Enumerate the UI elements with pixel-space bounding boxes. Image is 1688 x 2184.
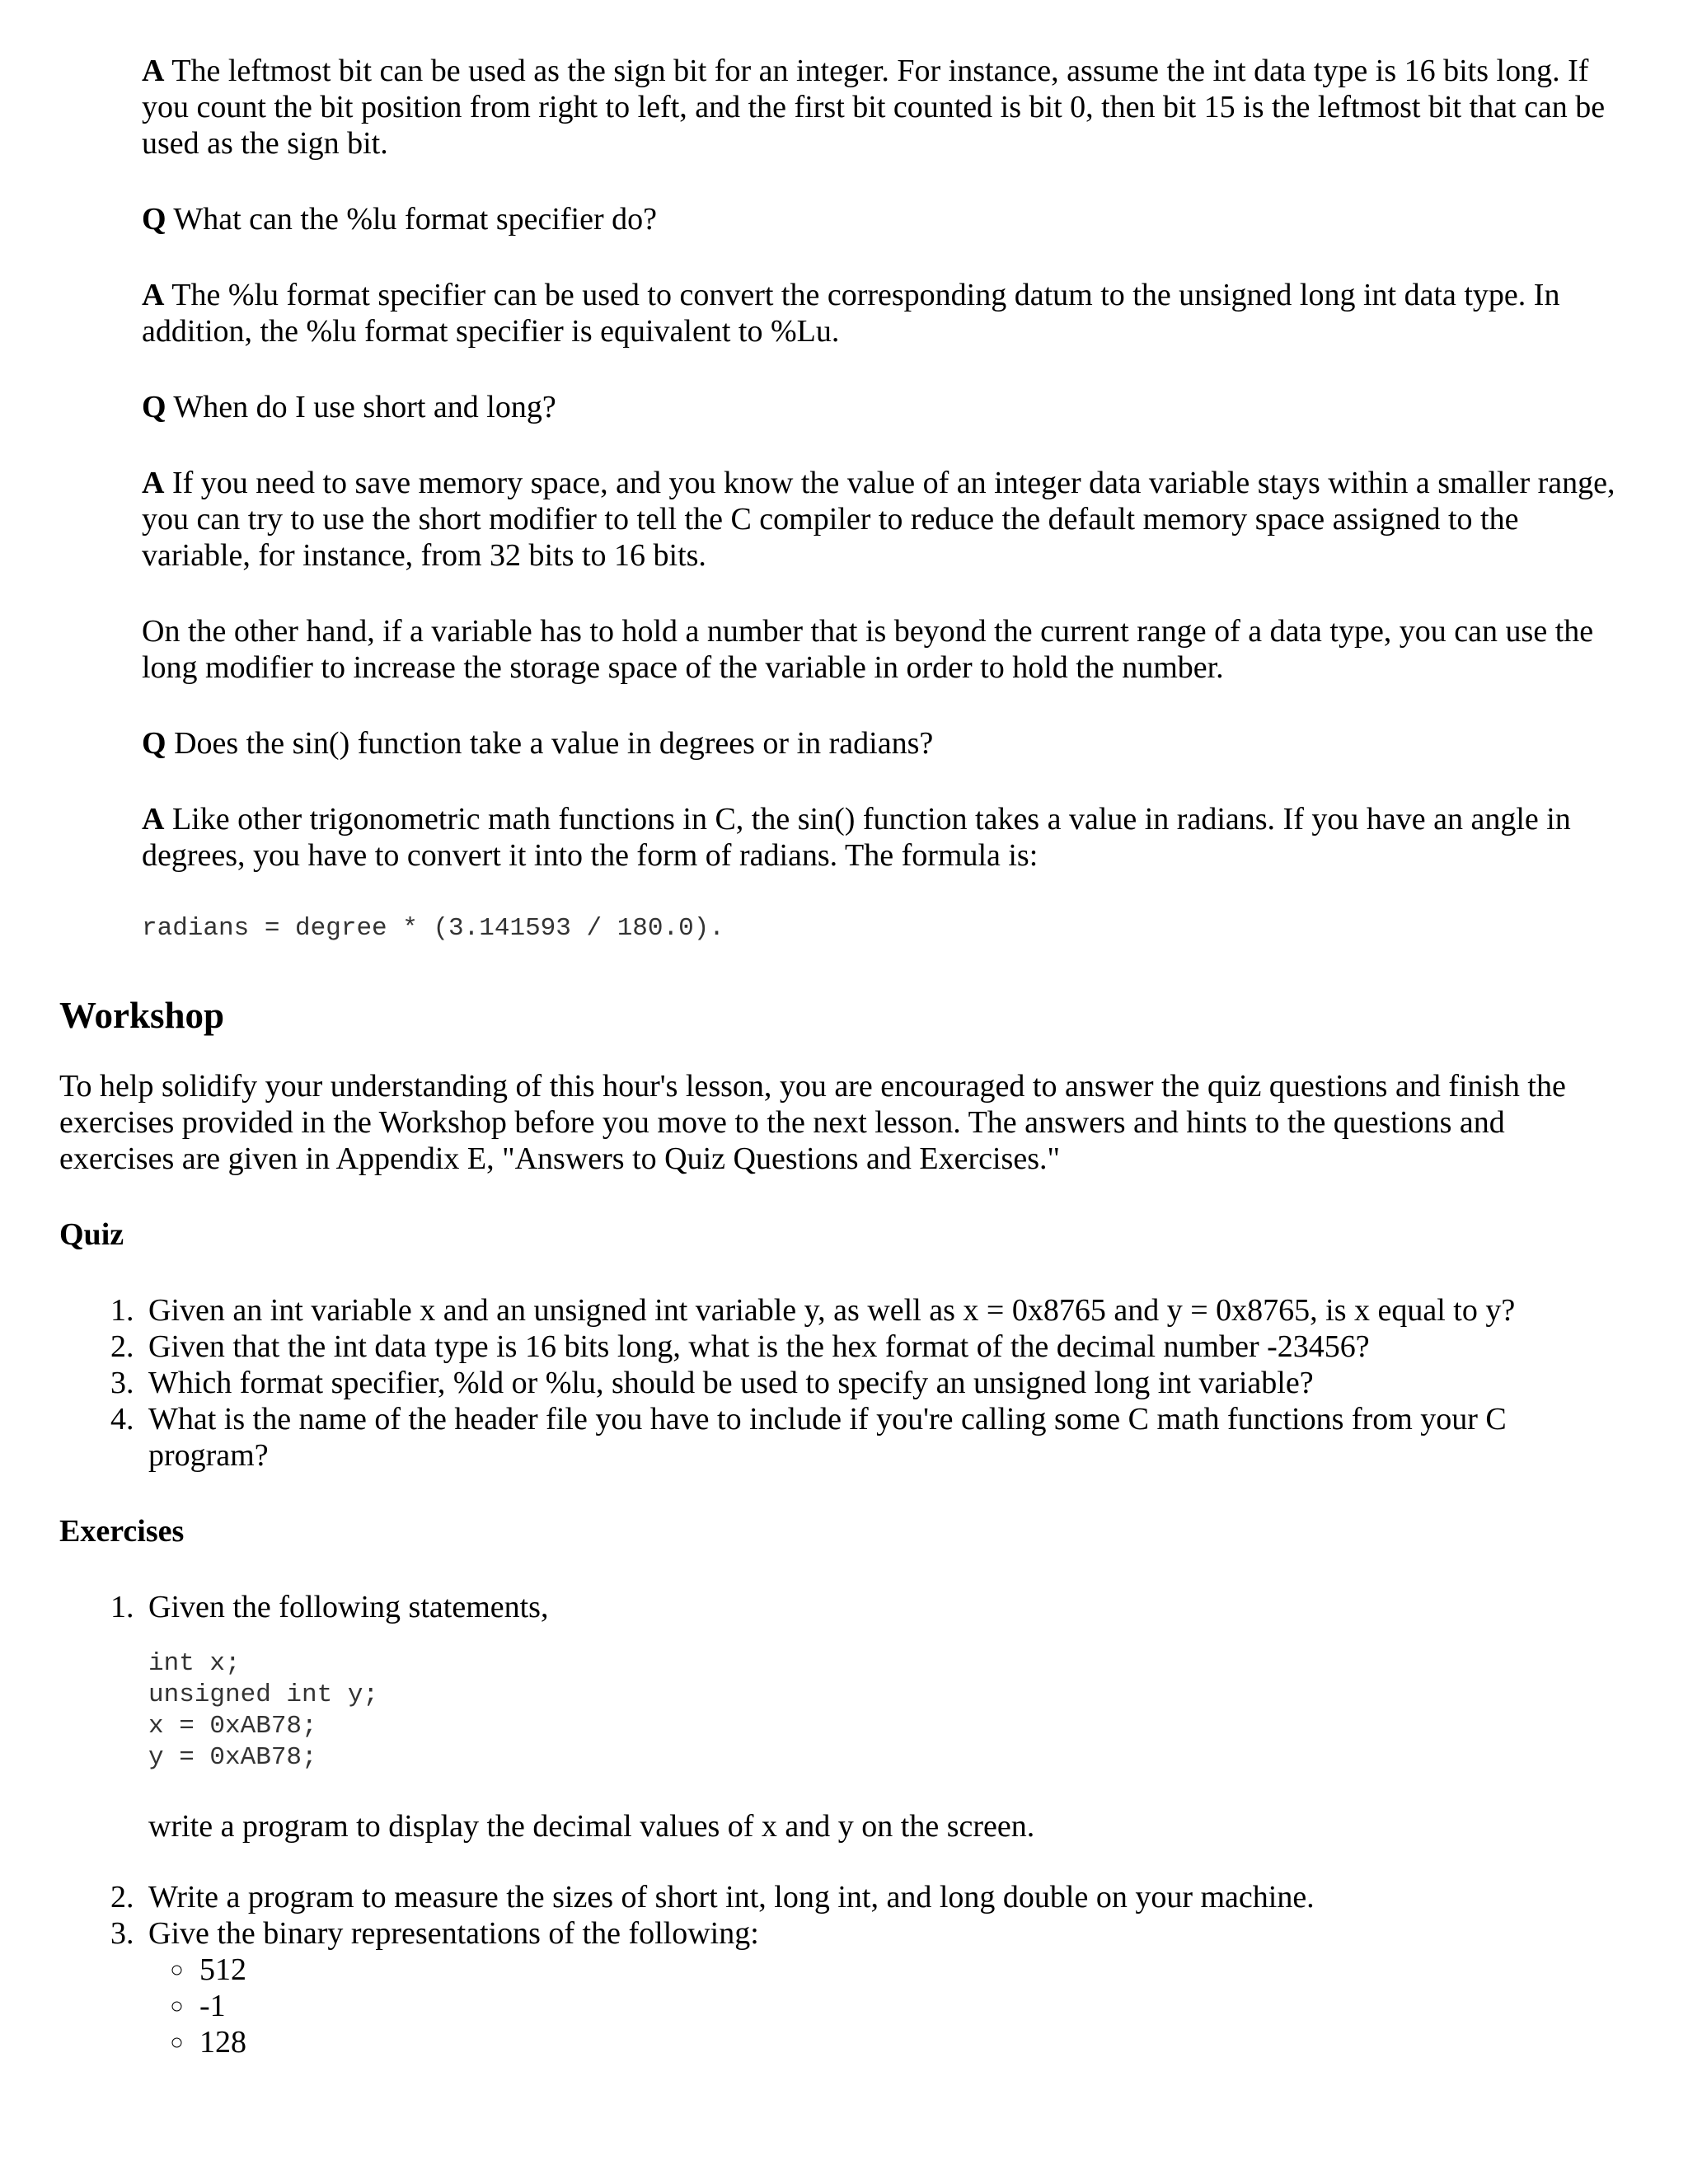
quiz-heading: Quiz — [59, 1217, 124, 1252]
exercise-1-lead: Given the following statements, — [148, 1590, 549, 1624]
answer-marker: A — [142, 54, 165, 88]
quiz-item: 4. What is the name of the header file you have to include if you're calling some C math functions from your C program? — [142, 1401, 1625, 1474]
binary-value-item: ◦ 512 — [196, 1952, 1625, 1988]
binary-values-list — [148, 1952, 1625, 2060]
answer-lu-specifier: A The %lu format specifier can be used to convert the corresponding datum to the unsigned long int data type. In addition, the %lu format specifier is equivalent to %Lu. — [142, 278, 1560, 349]
exercise-1-tail: write a program to display the decimal values of x and y on the screen. — [148, 1809, 1035, 1844]
question-marker: Q — [142, 390, 166, 424]
question-marker: Q — [142, 202, 166, 237]
binary-value-item: ◦ -1 — [196, 1988, 1625, 2024]
radians-formula: radians = degree * (3.141593 / 180.0). — [142, 914, 724, 943]
exercise-item: 2. Write a program to measure the sizes of short int, long int, and long double on your machine. — [142, 1879, 1625, 1915]
exercises-heading: Exercises — [59, 1514, 185, 1549]
exercise-list — [59, 1589, 1625, 2060]
exercise-1-code: int x; unsigned int y; x = 0xAB78; y = 0xAB78; — [148, 1649, 379, 1772]
answer-marker: A — [142, 278, 165, 312]
quiz-item: 3. Which format specifier, %ld or %lu, should be used to specify an unsigned long int variable? — [142, 1365, 1625, 1401]
binary-value-item: ◦ 128 — [196, 2024, 1625, 2060]
answer-marker: A — [142, 802, 165, 837]
answer-short-long-continued: On the other hand, if a variable has to hold a number that is beyond the current range of a data type, you can use the long modifier to increase the storage space of the variable in order to hold the number. — [142, 614, 1594, 685]
answer-short-long: A If you need to save memory space, and you know the value of an integer data variable stays within a smaller range, you can try to use the short modifier to tell the C compiler to reduce the default memory space assigned to the variable, for instance, from 32 bits to 16 bits. — [142, 466, 1615, 573]
exercise-3-text: Give the binary representations of the following: — [148, 1916, 759, 1951]
answer-sign-bit: A The leftmost bit can be used as the sign bit for an integer. For instance, assume the int data type is 16 bits long. If you count the bit position from right to left, and the first bit counted is bit 0, then bit 15 is the leftmost bit that can be used as the sign bit. — [142, 54, 1606, 161]
question-short-long: Q When do I use short and long? — [142, 390, 556, 424]
question-marker: Q — [142, 726, 166, 761]
workshop-intro: To help solidify your understanding of this hour's lesson, you are encouraged to answer the quiz questions and finish the exercises provided in the Workshop before you move to the next lesson. The answers and hints to the questions and exercises are given in Appendix E, "Answers to Quiz Questions and Exercises." — [59, 1069, 1566, 1176]
answer-marker: A — [142, 466, 165, 500]
exercise-item — [142, 1915, 1625, 2060]
workshop-heading: Workshop — [59, 995, 225, 1036]
answer-sin-function: A Like other trigonometric math functions in C, the sin() function takes a value in radians. If you have an angle in degrees, you have to convert it into the form of radians. The formula is: — [142, 802, 1571, 873]
quiz-item: 2. Given that the int data type is 16 bits long, what is the hex format of the decimal number -23456? — [142, 1329, 1625, 1365]
quiz-item: 1. Given an int variable x and an unsigned int variable y, as well as x = 0x8765 and y = 0x8765, is x equal to y? — [142, 1292, 1625, 1329]
question-sin-function: Q Does the sin() function take a value in degrees or in radians? — [142, 726, 934, 761]
qa-section — [142, 53, 1625, 874]
document-page — [59, 53, 1625, 2100]
question-lu-specifier: Q What can the %lu format specifier do? — [142, 202, 658, 237]
quiz-list — [59, 1292, 1625, 1474]
exercise-item — [142, 1589, 1625, 1844]
